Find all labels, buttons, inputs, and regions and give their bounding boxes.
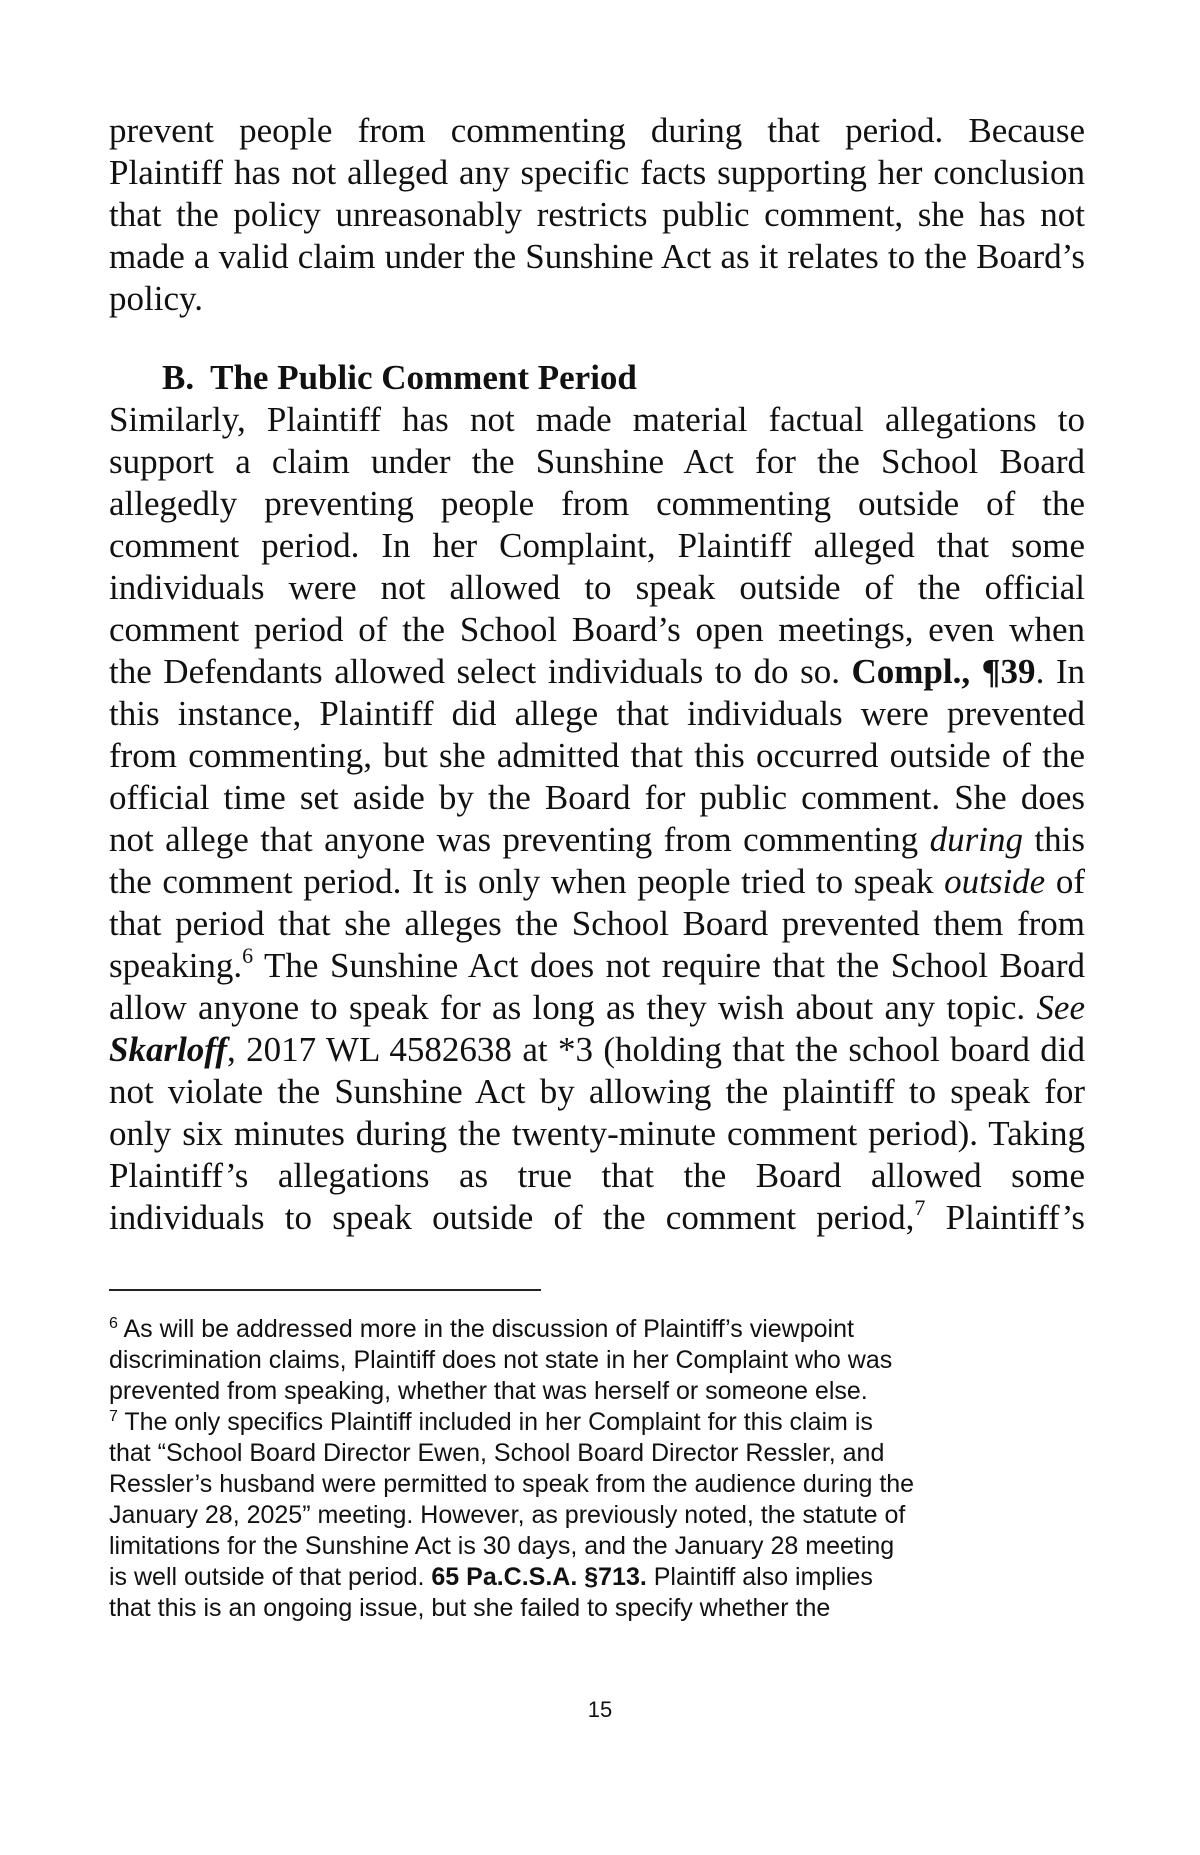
text-line: comment period. In her Complaint, Plaintiff alleged that some bbox=[109, 526, 1085, 565]
statute-citation: 65 Pa.C.S.A. §713. bbox=[431, 1563, 647, 1591]
footnote-separator bbox=[109, 1289, 541, 1291]
text-run: speaking. bbox=[109, 946, 243, 985]
text-line bbox=[109, 1195, 1085, 1238]
text-line: made a valid claim under the Sunshine Act as it relates to the Board’s bbox=[109, 237, 1085, 276]
text-line: only six minutes during the twenty-minute comment period). Taking bbox=[109, 1114, 1085, 1153]
footnote-7-line bbox=[109, 1407, 873, 1437]
text-run: this bbox=[1022, 820, 1085, 859]
footnote-text: The only specifics Plaintiff included in her Complaint for this claim is bbox=[117, 1408, 873, 1436]
text-line bbox=[109, 652, 1085, 692]
text-line: not violate the Sunshine Act by allowing the plaintiff to speak for bbox=[109, 1072, 1085, 1111]
text-line: Plaintiff has not alleged any specific facts supporting her conclusion bbox=[109, 153, 1085, 192]
text-line bbox=[109, 820, 1085, 860]
footnote-ref-6[interactable]: 6 bbox=[242, 943, 254, 968]
footnote-mark-6: 6 bbox=[109, 1315, 118, 1332]
text-run: the Defendants allowed select individuals to do so. bbox=[109, 652, 852, 691]
footnote-ref-7[interactable]: 7 bbox=[914, 1195, 926, 1220]
footnote-7-line: limitations for the Sunshine Act is 30 days, and the January 28 meeting bbox=[109, 1532, 895, 1560]
footnote-text: is well outside of that period. bbox=[109, 1563, 432, 1591]
text-line bbox=[109, 862, 1085, 902]
text-line: individuals were not allowed to speak outside of the official bbox=[109, 568, 1085, 607]
text-run: of bbox=[1045, 862, 1085, 901]
footnote-6-line: discrimination claims, Plaintiff does not state in her Complaint who was bbox=[109, 1346, 893, 1374]
page-number: 15 bbox=[587, 1697, 613, 1722]
text-run: allow anyone to speak for as long as they wish about any topic. bbox=[109, 988, 1037, 1027]
text-line: this instance, Plaintiff did allege that individuals were prevented bbox=[109, 694, 1085, 733]
text-run: Plaintiff’s bbox=[925, 1198, 1085, 1237]
section-title: The Public Comment Period bbox=[210, 358, 637, 397]
text-line: Similarly, Plaintiff has not made material factual allegations to bbox=[109, 400, 1085, 439]
footnote-7-line: that “School Board Director Ewen, School Board Director Ressler, and bbox=[109, 1439, 885, 1467]
text-line: allegedly preventing people from commenting outside of the bbox=[109, 484, 1085, 523]
section-heading bbox=[162, 358, 637, 398]
text-line bbox=[109, 1030, 1085, 1070]
section-letter: B. bbox=[162, 358, 195, 397]
footnote-7-line bbox=[109, 1562, 873, 1592]
text-line: prevent people from commenting during that period. Because bbox=[109, 111, 1085, 150]
footnote-7-line: that this is an ongoing issue, but she failed to specify whether the bbox=[109, 1594, 831, 1622]
footnote-7-line: Ressler’s husband were permitted to speak from the audience during the bbox=[109, 1470, 915, 1498]
footnote-6-line bbox=[109, 1314, 854, 1344]
emphasis-during: during bbox=[929, 820, 1023, 859]
case-name: Skarloff bbox=[109, 1030, 227, 1069]
text-line: policy. bbox=[109, 279, 203, 318]
emphasis-outside: outside bbox=[944, 862, 1046, 901]
text-run: The Sunshine Act does not require that the School Board bbox=[253, 946, 1085, 985]
text-run: . In bbox=[1035, 652, 1085, 691]
text-run: , 2017 WL 4582638 at *3 (holding that the school board did bbox=[227, 1030, 1085, 1069]
footnote-text: As will be addressed more in the discussion of Plaintiff’s viewpoint bbox=[117, 1315, 854, 1343]
text-line: official time set aside by the Board for public comment. She does bbox=[109, 778, 1085, 817]
text-run: the comment period. It is only when people tried to speak bbox=[109, 862, 945, 901]
see-signal: See bbox=[1036, 988, 1085, 1027]
footnote-6-line: prevented from speaking, whether that was herself or someone else. bbox=[109, 1377, 868, 1405]
footnote-text: Plaintiff also implies bbox=[646, 1563, 873, 1591]
text-line bbox=[109, 943, 1085, 986]
text-run: not allege that anyone was preventing from commenting bbox=[109, 820, 930, 859]
text-line: comment period of the School Board’s open meetings, even when bbox=[109, 610, 1085, 649]
text-line: that period that she alleges the School Board prevented them from bbox=[109, 904, 1085, 943]
text-line: from commenting, but she admitted that this occurred outside of the bbox=[109, 736, 1085, 775]
footnote-7-line: January 28, 2025” meeting. However, as previously noted, the statute of bbox=[109, 1501, 906, 1529]
text-line: support a claim under the Sunshine Act for the School Board bbox=[109, 442, 1085, 481]
text-run: individuals to speak outside of the comment period, bbox=[109, 1198, 915, 1237]
complaint-citation: Compl., ¶39 bbox=[851, 652, 1036, 691]
text-line bbox=[109, 988, 1085, 1028]
footnote-mark-7: 7 bbox=[109, 1408, 118, 1425]
text-line: that the policy unreasonably restricts public comment, she has not bbox=[109, 195, 1085, 234]
text-line: Plaintiff’s allegations as true that the Board allowed some bbox=[109, 1156, 1085, 1195]
